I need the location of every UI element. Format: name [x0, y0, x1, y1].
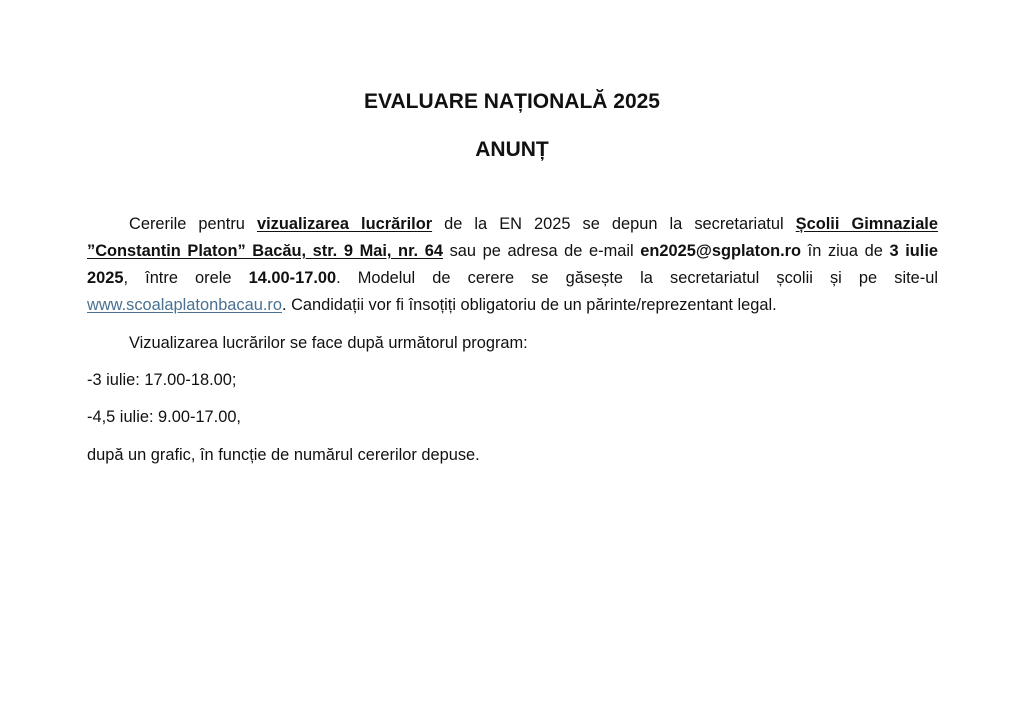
school-website-link[interactable]: www.scoalaplatonbacau.ro [87, 296, 282, 314]
document-subtitle: ANUNȚ [475, 138, 549, 161]
schedule-intro: Vizualizarea lucrărilor se face după următorul program: [129, 334, 528, 352]
schedule-item: -3 iulie: 17.00-18.00; [87, 371, 237, 389]
announcement-paragraph [87, 211, 938, 319]
submission-date: 3 iulie 2025 [87, 242, 938, 287]
text-segment: sau pe adresa de e-mail [442, 242, 641, 260]
email-address: en2025@sgplaton.ro [640, 242, 802, 260]
document-title: EVALUARE NAȚIONALĂ 2025 [364, 90, 660, 113]
text-segment: . Candidații vor fi însoțiți obligatoriu de un părinte/reprezentant legal. [281, 296, 777, 314]
school-address-emphasis: Școlii Gimnaziale ”Constantin Platon” Bacău, str. 9 Mai, nr. 64 [87, 215, 938, 260]
text-segment: în ziua de [801, 242, 890, 260]
text-segment: , între orele [123, 269, 249, 287]
schedule-item: -4,5 iulie: 9.00-17.00, [87, 408, 241, 426]
text-segment: de la EN 2025 se depun la secretariatul [432, 215, 796, 233]
text-segment: . Modelul de cerere se găsește la secretariatul școlii și pe site-ul [336, 269, 938, 287]
text-segment: Cererile pentru [129, 215, 257, 233]
viewing-works-emphasis: vizualizarea lucrărilor [256, 215, 433, 233]
submission-hours: 14.00-17.00 [248, 269, 337, 287]
schedule-note: după un grafic, în funcție de numărul cererilor depuse. [87, 446, 480, 464]
